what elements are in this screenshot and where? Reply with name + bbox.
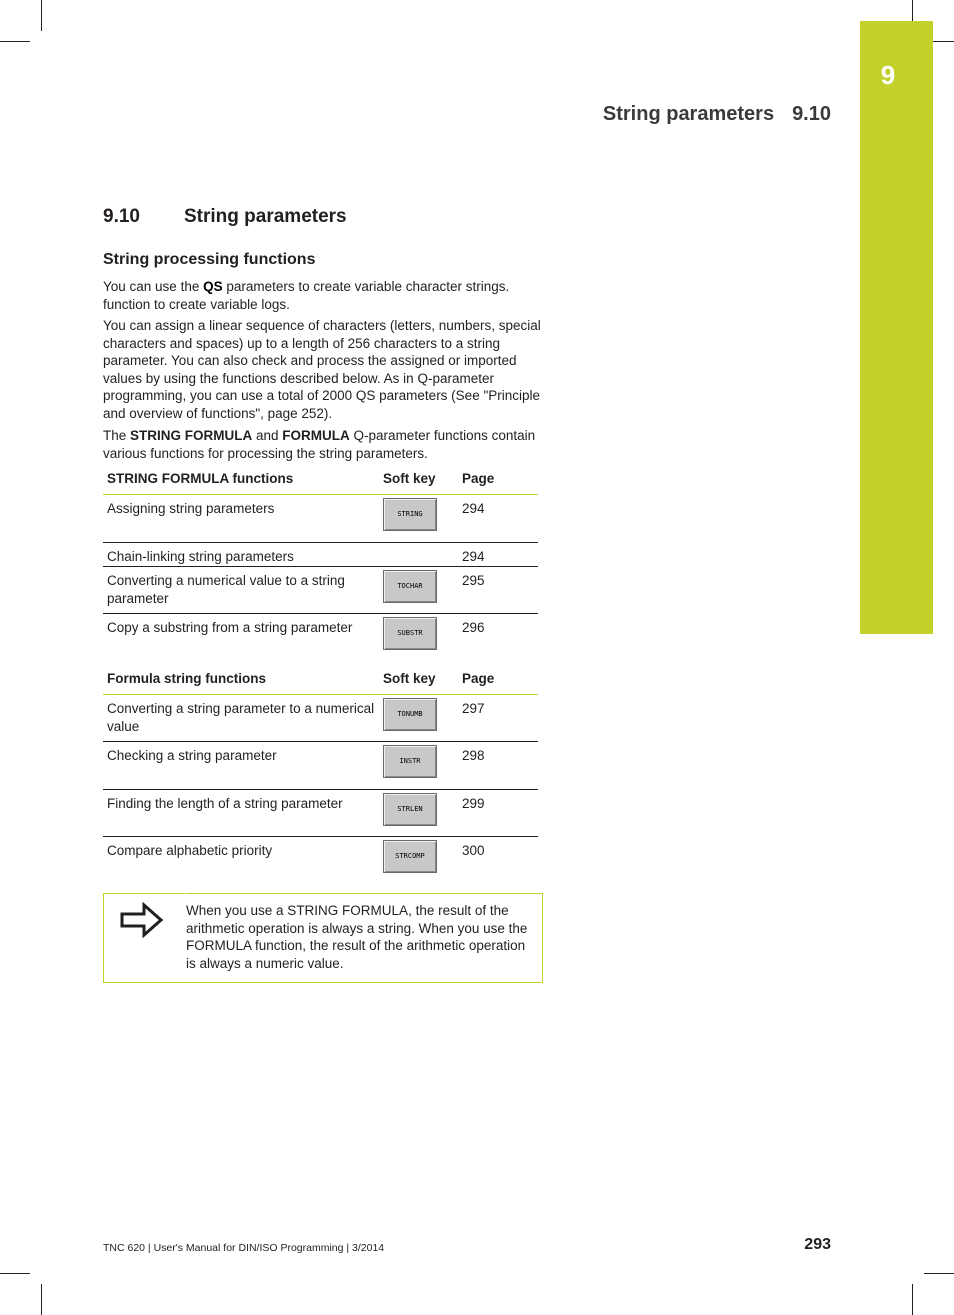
crop-mark	[933, 41, 954, 42]
column-header: Formula string functions	[103, 667, 383, 695]
page-ref: 294	[462, 495, 538, 543]
section-number: 9.10	[103, 206, 140, 227]
page-ref: 294	[462, 543, 538, 567]
softkey-strlen[interactable]: STRLEN	[383, 793, 437, 826]
function-name: Finding the length of a string parameter	[103, 790, 383, 837]
section-heading	[103, 206, 347, 228]
formula-string-functions-table	[103, 667, 538, 882]
column-header: Soft key	[383, 467, 462, 495]
crop-mark	[41, 1284, 42, 1315]
table-header-row	[103, 467, 538, 495]
function-name: Converting a string parameter to a numerical value	[103, 695, 383, 742]
page-ref: 297	[462, 695, 538, 742]
softkey-string[interactable]: STRING	[383, 498, 437, 531]
column-header: Page	[462, 467, 538, 495]
page-ref: 300	[462, 843, 485, 858]
table-row	[103, 695, 538, 742]
table-row	[103, 837, 538, 882]
note-text: When you use a STRING FORMULA, the result of the arithmetic operation is always a string. When you use the FORMULA function, the result of the arithmetic operation is always a numeric value.	[186, 903, 528, 971]
softkey-tonumb[interactable]: TONUMB	[383, 698, 437, 731]
page-ref: 295	[462, 567, 538, 614]
crop-mark	[912, 0, 913, 21]
running-header	[603, 103, 831, 126]
function-name: Converting a numerical value to a string parameter	[103, 567, 383, 614]
string-formula-keyword: STRING FORMULA	[130, 428, 253, 443]
running-header-section: 9.10	[792, 103, 831, 125]
crop-mark	[0, 41, 30, 42]
crop-mark	[924, 1273, 954, 1274]
function-name: Copy a substring from a string parameter	[107, 620, 353, 635]
table-row	[103, 495, 538, 543]
note-box	[103, 893, 543, 983]
column-header: Page	[462, 667, 538, 695]
formula-keyword: FORMULA	[282, 428, 350, 443]
string-formula-functions-table	[103, 467, 538, 661]
column-header: Soft key	[383, 667, 462, 695]
softkey-tochar[interactable]: TOCHAR	[383, 570, 437, 603]
page-ref: 299	[462, 790, 538, 837]
chapter-number: 9	[880, 60, 896, 90]
function-name: Checking a string parameter	[103, 742, 383, 790]
page-ref: 298	[462, 742, 538, 790]
softkey-substr[interactable]: SUBSTR	[383, 617, 437, 650]
subsection-heading: String processing functions	[103, 251, 316, 268]
table-row	[103, 742, 538, 790]
crop-mark	[41, 0, 42, 31]
function-name: Chain-linking string parameters	[103, 543, 383, 567]
paragraph-2: You can assign a linear sequence of characters (letters, numbers, special characters and spaces) up to a length of 256 characters to a string parameter. You can also check and process the assigned or imported values by using the functions described below. As in Q-parameter programming, you can use a total of 2000 QS parameters (See "Principle and overview of functions", page 252).	[103, 318, 541, 421]
softkey-strcomp[interactable]: STRCOMP	[383, 840, 437, 873]
table-row	[103, 614, 538, 661]
softkey-instr[interactable]: INSTR	[383, 745, 437, 778]
paragraph-1: You can use the QS parameters to create variable character strings. function to create variable logs.	[103, 279, 510, 312]
paragraph-3: The STRING FORMULA and FORMULA Q-parameter functions contain various functions for processing the string parameters.	[103, 428, 536, 461]
table-row	[103, 790, 538, 837]
page-ref: 296	[462, 620, 485, 635]
qs-keyword: QS	[203, 279, 223, 294]
function-name: Compare alphabetic priority	[107, 843, 273, 858]
column-header: STRING FORMULA functions	[103, 467, 383, 495]
table-row	[103, 543, 538, 567]
function-name: Assigning string parameters	[103, 495, 383, 543]
table-header-row	[103, 667, 538, 695]
crop-mark	[912, 1284, 913, 1315]
page-number: 293	[804, 1236, 831, 1253]
chapter-tab	[860, 21, 933, 634]
right-arrow-icon	[120, 902, 164, 942]
table-row	[103, 567, 538, 614]
crop-mark	[0, 1273, 30, 1274]
running-header-title: String parameters	[602, 103, 775, 125]
footer-text: TNC 620 | User's Manual for DIN/ISO Programming | 3/2014	[103, 1242, 385, 1254]
section-title: String parameters	[184, 206, 347, 227]
